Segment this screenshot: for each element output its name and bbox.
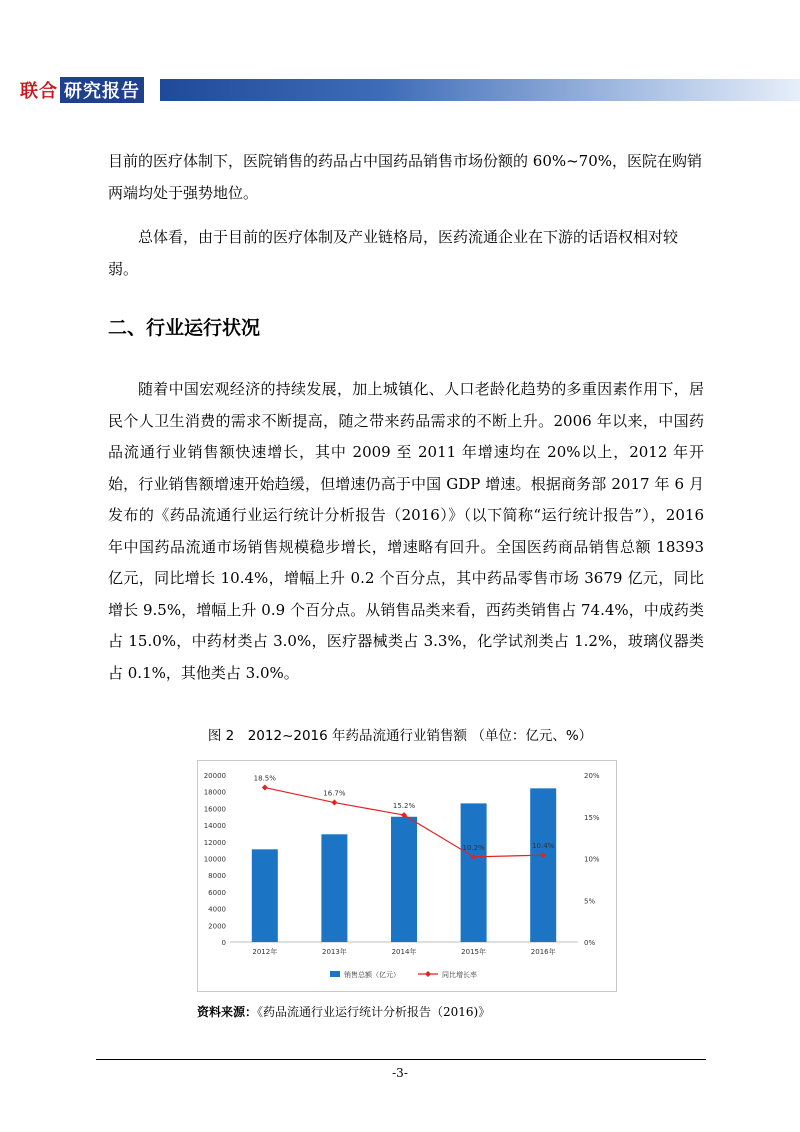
y-tick-label: 8000 — [208, 872, 226, 881]
x-tick-label: 2016年 — [530, 948, 556, 956]
figure-title: 图 2 2012~2016 年药品流通行业销售额 （单位：亿元、%） — [207, 728, 593, 744]
growth-point — [331, 800, 337, 806]
source-note — [197, 1003, 490, 1020]
section-title: 二、行业运行状况 — [108, 317, 261, 339]
y-tick-label: 16000 — [203, 805, 226, 814]
growth-point — [262, 785, 268, 791]
brand-red-text: 联合 — [20, 81, 58, 102]
bar — [461, 803, 487, 942]
legend-line-label: 同比增长率 — [442, 971, 477, 979]
y2-tick-label: 15% — [584, 813, 600, 822]
y-tick-label: 20000 — [203, 772, 226, 780]
report-header — [0, 75, 800, 103]
chart-svg — [198, 761, 616, 991]
growth-data-label: 16.7% — [323, 789, 346, 798]
growth-data-label: 10.2% — [462, 843, 485, 852]
x-tick-label: 2012年 — [252, 948, 278, 956]
bar — [530, 788, 556, 942]
footer-rule — [96, 1059, 706, 1060]
growth-data-label: 10.4% — [532, 842, 555, 851]
y2-tick-label: 10% — [584, 855, 600, 864]
y-tick-label: 2000 — [208, 922, 226, 931]
brand-logo — [20, 77, 144, 103]
y2-tick-label: 5% — [584, 897, 596, 906]
y-tick-label: 14000 — [203, 822, 226, 831]
x-tick-label: 2013年 — [321, 948, 347, 956]
x-tick-label: 2014年 — [391, 948, 417, 956]
y-tick-label: 4000 — [208, 905, 226, 914]
paragraph-2: 总体看，由于目前的医疗体制及产业链格局，医药流通企业在下游的话语权相对较弱。 — [108, 228, 679, 278]
header-gradient-bar — [160, 79, 800, 101]
y-tick-label: 18000 — [203, 788, 226, 797]
y2-tick-label: 0% — [584, 939, 596, 947]
y-tick-label: 6000 — [208, 888, 226, 897]
legend-bar-swatch — [330, 971, 340, 977]
legend-bar-label: 销售总额（亿元） — [344, 971, 400, 979]
growth-data-label: 18.5% — [253, 774, 276, 783]
source-label: 资料来源： — [197, 1005, 258, 1019]
x-tick-label: 2015年 — [461, 948, 487, 956]
y-tick-label: 0 — [221, 939, 226, 947]
y-tick-label: 10000 — [203, 855, 226, 864]
body-paragraph: 随着中国宏观经济的持续发展，加上城镇化、人口老龄化趋势的多重因素作用下，居民个人卫生消费的需求不断提高，随之带来药品需求的不断上升。2006 年以来，中国药品流通行业销售额快速增长，其中 2009 至 2011 年增速均在 20%以上，2012 年开始，行业销售额增速开始趋缓，但增速仍高于中国 GDP 增速。根据商务部 2017 年 6 月发布的《药品流通行业运行统计分析报告（2016）》（以下简称“运行统计报告”），2016 年中国药品流通市场销售规模稳步增长，增速略有回升。全国医药商品销售总额 18393 亿元，同比增长 10.4%，增幅上升 0.2 个百分点，其中药品零售市场 3679 亿元，同比增长 9.5%，增幅上升 0.9 个百分点。从销售品类来看，西药类销售占 74.4%，中成药类占 15.0%，中药材类占 3.0%，医疗器械类占 3.3%，化学试剂类占 1.2%，玻璃仪器类占 0.1%，其他类占 3.0%。 — [108, 380, 704, 682]
bar — [391, 817, 417, 942]
page-number: -3- — [392, 1066, 408, 1080]
y2-tick-label: 20% — [584, 772, 600, 780]
bar — [252, 849, 278, 942]
legend-line-marker — [425, 971, 431, 977]
brand-blue-text: 研究报告 — [60, 77, 144, 103]
sales-chart — [197, 760, 617, 992]
y-tick-label: 12000 — [203, 838, 226, 847]
growth-data-label: 15.2% — [392, 802, 416, 811]
bar — [321, 834, 347, 942]
paragraph-1: 目前的医疗体制下，医院销售的药品占中国药品销售市场份额的 60%~70%，医院在购销两端均处于强势地位。 — [108, 152, 703, 202]
source-text: 《药品流通行业运行统计分析报告（2016)》 — [257, 1005, 491, 1019]
